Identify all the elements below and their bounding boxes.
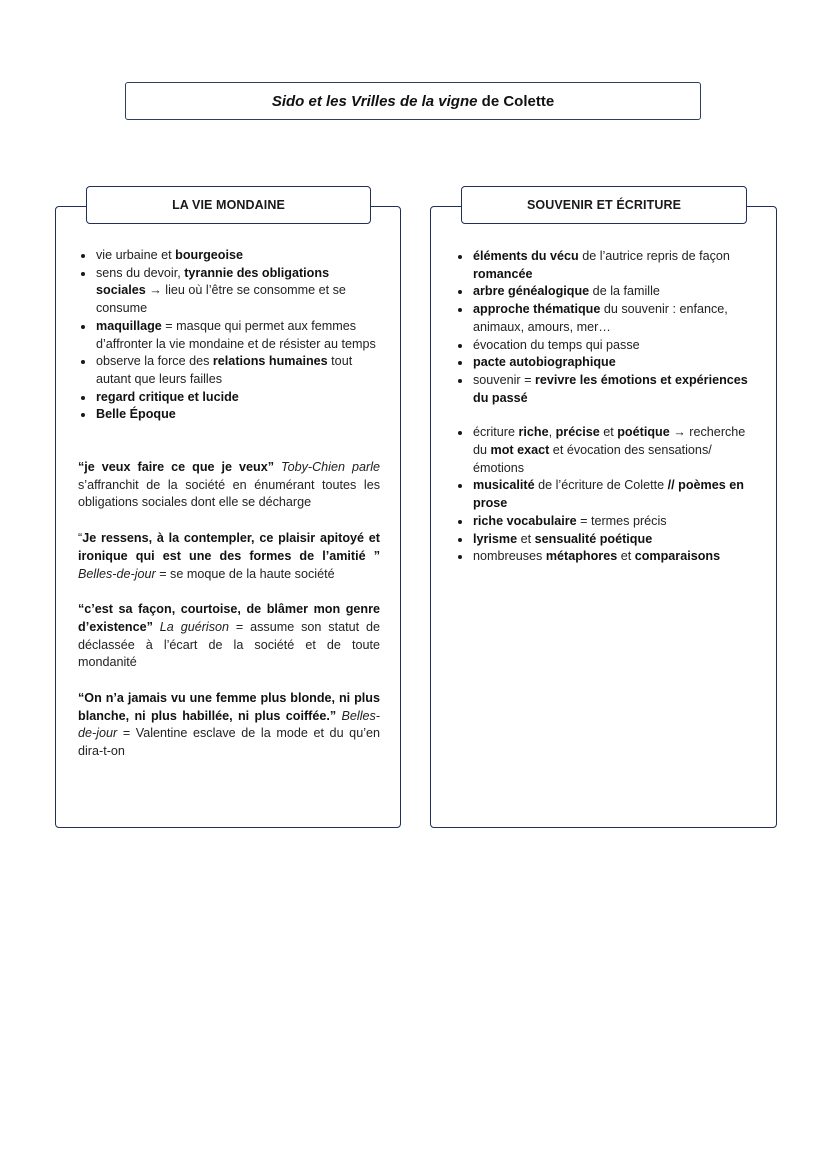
- text: [274, 460, 281, 474]
- list-item: [78, 318, 380, 353]
- italic-text: La guérison: [159, 619, 229, 634]
- text: évocation du temps qui passe: [473, 337, 640, 352]
- text: [153, 620, 160, 634]
- text: vie urbaine et: [96, 248, 176, 262]
- bold-text: Je ressens, à la contempler, ce plaisir apitoyé et ironique qui est une des formes de l’amitié ”: [78, 531, 380, 563]
- title-work: Sido et les Vrilles de la vigne: [271, 92, 478, 110]
- bold-text: riche: [518, 425, 549, 440]
- italic-text: Belles-de-jour: [78, 708, 380, 741]
- bold-text: lyrisme: [473, 531, 518, 546]
- bold-text: “On n’a jamais vu une femme plus blonde, ni plus blanche, ni plus habillée, ni plus coiffée.”: [78, 691, 380, 723]
- text: = assume son statut de déclassée à l’écart de la société et de toute mondanité: [78, 619, 380, 670]
- list-item: [455, 301, 755, 336]
- text: → lieu où l’être se consomme et se consume: [96, 283, 346, 316]
- text: nombreuses: [473, 549, 546, 564]
- bold-text: mot exact: [490, 443, 550, 458]
- bold-text: métaphores: [545, 549, 618, 564]
- bold-text: // poèmes en prose: [473, 478, 744, 511]
- bold-text: poétique: [617, 425, 670, 440]
- quote-paragraph: [78, 690, 380, 761]
- list-item: [455, 354, 755, 372]
- bold-text: maquillage: [96, 318, 162, 333]
- text: ,: [548, 425, 556, 440]
- bold-text: “je veux faire ce que je veux”: [78, 460, 275, 475]
- list-item: [78, 353, 380, 388]
- text: tout autant que leurs failles: [96, 354, 353, 386]
- list-item: [455, 531, 755, 549]
- list-item: [78, 265, 380, 318]
- text: et: [517, 531, 535, 546]
- bold-text: riche vocabulaire: [473, 513, 577, 528]
- text: et: [599, 425, 618, 440]
- list-item: [455, 248, 755, 283]
- list-item: [78, 247, 380, 265]
- list-item: [455, 548, 755, 566]
- bullet-list: [455, 424, 755, 566]
- text: “: [78, 531, 83, 546]
- text: s’affranchit de la société en énumérant toutes les obligations sociales dont elle se décharge: [78, 477, 380, 510]
- text: souvenir =: [473, 372, 535, 387]
- title-author: de Colette: [477, 92, 555, 110]
- document-title: [125, 82, 701, 120]
- bold-text: revivre les émotions et expériences du passé: [473, 372, 748, 405]
- text: de la famille: [589, 284, 660, 299]
- text: et évocation des sensations/émotions: [473, 443, 712, 475]
- italic-text: Toby-Chien parle: [281, 460, 380, 475]
- bold-text: précise: [555, 425, 600, 440]
- text: = se moque de la haute société: [155, 566, 335, 581]
- quote-paragraph: [78, 601, 380, 672]
- text: = termes précis: [576, 513, 667, 528]
- text: écriture: [473, 425, 519, 440]
- list-item: [455, 283, 755, 301]
- bold-text: approche thématique: [473, 302, 601, 317]
- bold-text: Belle Époque: [96, 407, 176, 422]
- text: sens du devoir,: [96, 265, 185, 280]
- bold-text: “c’est sa façon, courtoise, de blâmer mon genre d’existence”: [78, 602, 380, 634]
- bold-text: regard critique et lucide: [96, 389, 239, 404]
- quote-paragraph: [78, 459, 380, 512]
- bold-text: sensualité poétique: [534, 531, 653, 546]
- bold-text: tyrannie des obligations sociales: [96, 265, 330, 298]
- list-item: [78, 406, 380, 424]
- list-item: [455, 477, 755, 512]
- right-content: [455, 248, 755, 566]
- text: → recherche du: [473, 425, 746, 458]
- text: du souvenir : enfance, animaux, amours, mer…: [473, 302, 728, 334]
- text: et: [617, 549, 635, 564]
- panel-header-vie-mondaine: LA VIE MONDAINE: [86, 186, 371, 224]
- list-item: [455, 337, 755, 355]
- text: de l’écriture de Colette: [534, 478, 668, 493]
- left-content: [78, 247, 380, 761]
- bold-text: arbre généalogique: [473, 284, 590, 299]
- bold-text: romancée: [473, 266, 533, 281]
- text: de l’autrice repris de façon: [578, 249, 730, 263]
- list-item: [455, 372, 755, 407]
- bold-text: bourgeoise: [175, 248, 244, 262]
- bullet-list: [455, 248, 755, 407]
- list-item: [455, 424, 755, 477]
- bullet-list: [78, 247, 380, 424]
- bold-text: comparaisons: [634, 549, 721, 564]
- list-item: [455, 513, 755, 531]
- italic-text: Belles-de-jour: [78, 566, 156, 581]
- text: = Valentine esclave de la mode et du qu’en dira-t-on: [78, 726, 380, 759]
- text: observe la force des: [96, 354, 213, 369]
- bold-text: relations humaines: [212, 354, 328, 369]
- bold-text: éléments du vécu: [473, 249, 579, 263]
- text: = masque qui permet aux femmes d’affronter la vie mondaine et de résister au temps: [96, 318, 376, 351]
- quote-paragraph: [78, 530, 380, 583]
- panel-header-souvenir-ecriture: SOUVENIR ET ÉCRITURE: [461, 186, 747, 224]
- bold-text: musicalité: [473, 478, 535, 493]
- list-item: [78, 389, 380, 407]
- bold-text: pacte autobiographique: [473, 355, 616, 370]
